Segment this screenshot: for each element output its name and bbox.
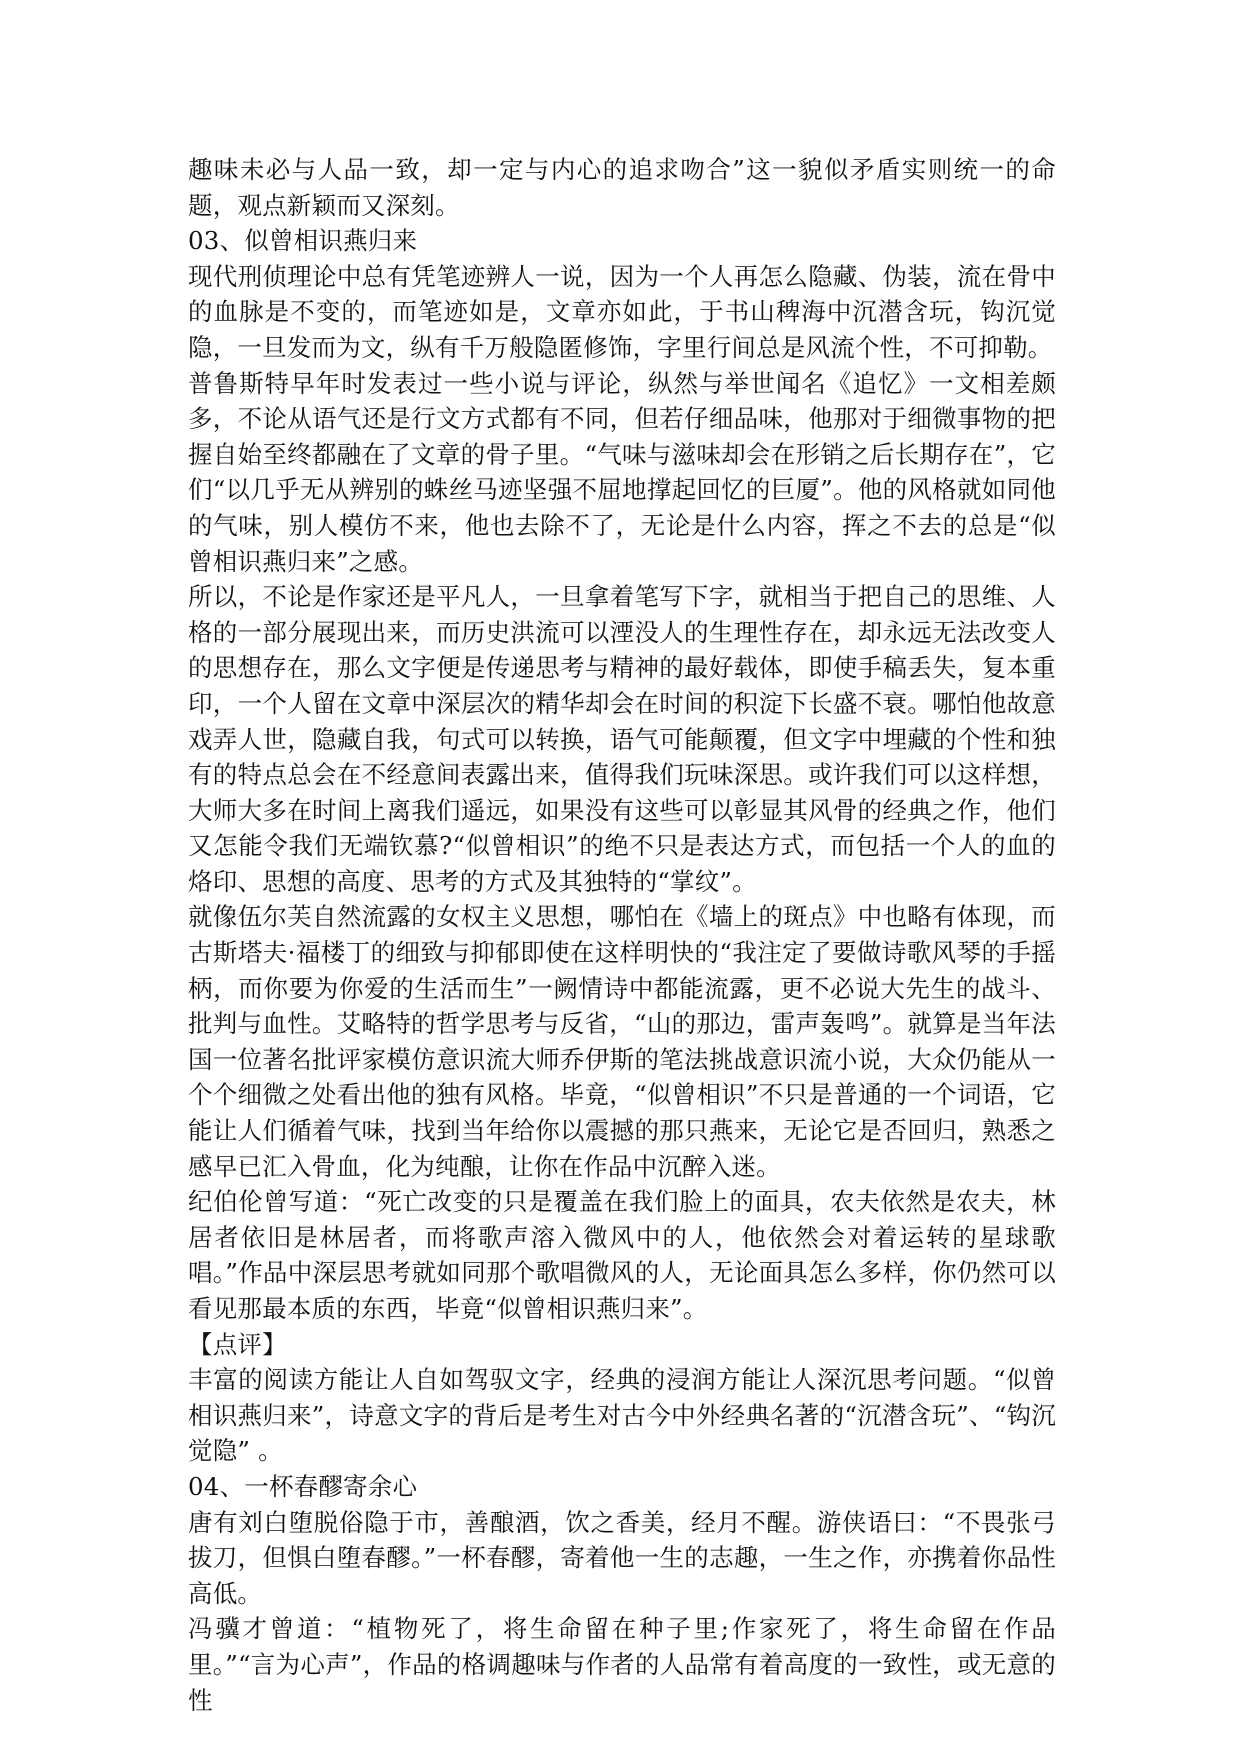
- paragraph: 普鲁斯特早年时发表过一些小说与评论，纵然与举世闻名《追忆》一文相差颇多，不论从语气还是行文方式都有不同，但若仔细品味，他那对于细微事物的把握自始至终都融在了文章的骨子里。“气味与滋味却会在形销之后长期存在”，它们“以几乎无从辨别的蛛丝马迹坚强不屈地撑起回忆的巨厦”。他的风格就如同他的气味，别人模仿不来，他也去除不了，无论是什么内容，挥之不去的总是“似曾相识燕归来”之感。: [188, 368, 1056, 576]
- paragraph: 丰富的阅读方能让人自如驾驭文字，经典的浸润方能让人深沉思考问题。“似曾相识燕归来”，诗意文字的背后是考生对古今中外经典名著的“沉潜含玩”、“钩沉觉隐” 。: [188, 1365, 1056, 1466]
- section-heading-04: 04、一杯春醪寄余心: [188, 1471, 418, 1501]
- paragraph: 纪伯伦曾写道：“死亡改变的只是覆盖在我们脸上的面具，农夫依然是农夫，林居者依旧是林居者，而将歌声溶入微风中的人，他依然会对着运转的星球歌唱。”作品中深层思考就如同那个歌唱微风的人，无论面具怎么多样，你仍然可以看见那最本质的东西，毕竟“似曾相识燕归来”。: [188, 1187, 1056, 1323]
- paragraph: 现代刑侦理论中总有凭笔迹辨人一说，因为一个人再怎么隐藏、伪装，流在骨中的血脉是不变的，而笔迹如是，文章亦如此，于书山稗海中沉潜含玩，钩沉觉隐，一旦发而为文，纵有千万般隐匿修饰，字里行间总是风流个性，不可抑勒。: [188, 261, 1056, 362]
- section-heading-03: 03、似曾相识燕归来: [188, 226, 418, 256]
- document-body: [188, 152, 1056, 1718]
- paragraph: 冯骥才曾道：“植物死了，将生命留在种子里;作家死了，将生命留在作品里。”“言为心声”，作品的格调趣味与作者的人品常有着高度的一致性，或无意的性: [188, 1614, 1056, 1715]
- comment-heading: 【点评】: [188, 1329, 287, 1359]
- paragraph: 就像伍尔芙自然流露的女权主义思想，哪怕在《墙上的斑点》中也略有体现，而古斯塔夫·福楼丁的细致与抑郁即使在这样明快的“我注定了要做诗歌风琴的手摇柄，而你要为你爱的生活而生”一阙情诗中都能流露，更不必说大先生的战斗、批判与血性。艾略特的哲学思考与反省，“山的那边，雷声轰鸣”。就算是当年法国一位著名批评家模仿意识流大师乔伊斯的笔法挑战意识流小说，大众仍能从一个个细微之处看出他的独有风格。毕竟，“似曾相识”不只是普通的一个词语，它能让人们循着气味，找到当年给你以震撼的那只燕来，无论它是否回归，熟悉之感早已汇入骨血，化为纯酿，让你在作品中沉醉入迷。: [188, 902, 1056, 1181]
- paragraph-intro-end: 趣味未必与人品一致，却一定与内心的追求吻合”这一貌似矛盾实则统一的命题，观点新颖而又深刻。: [188, 155, 1056, 220]
- paragraph: 唐有刘白堕脱俗隐于市，善酿酒，饮之香美，经月不醒。游侠语曰：“不畏张弓拔刀，但惧白堕春醪。”一杯春醪，寄着他一生的志趣，一生之作，亦携着你品性高低。: [188, 1507, 1056, 1608]
- paragraph: 所以，不论是作家还是平凡人，一旦拿着笔写下字，就相当于把自己的思维、人格的一部分展现出来，而历史洪流可以湮没人的生理性存在，却永远无法改变人的思想存在，那么文字便是传递思考与精神的最好载体，即使手稿丢失，复本重印，一个人留在文章中深层次的精华却会在时间的积淀下长盛不衰。哪怕他故意戏弄人世，隐藏自我，句式可以转换，语气可能颠覆，但文字中埋藏的个性和独有的特点总会在不经意间表露出来，值得我们玩味深思。或许我们可以这样想，大师大多在时间上离我们遥远，如果没有这些可以彰显其风骨的经典之作，他们又怎能令我们无端钦慕?“似曾相识”的绝不只是表达方式，而包括一个人的血的烙印、思想的高度、思考的方式及其独特的“掌纹”。: [188, 582, 1056, 896]
